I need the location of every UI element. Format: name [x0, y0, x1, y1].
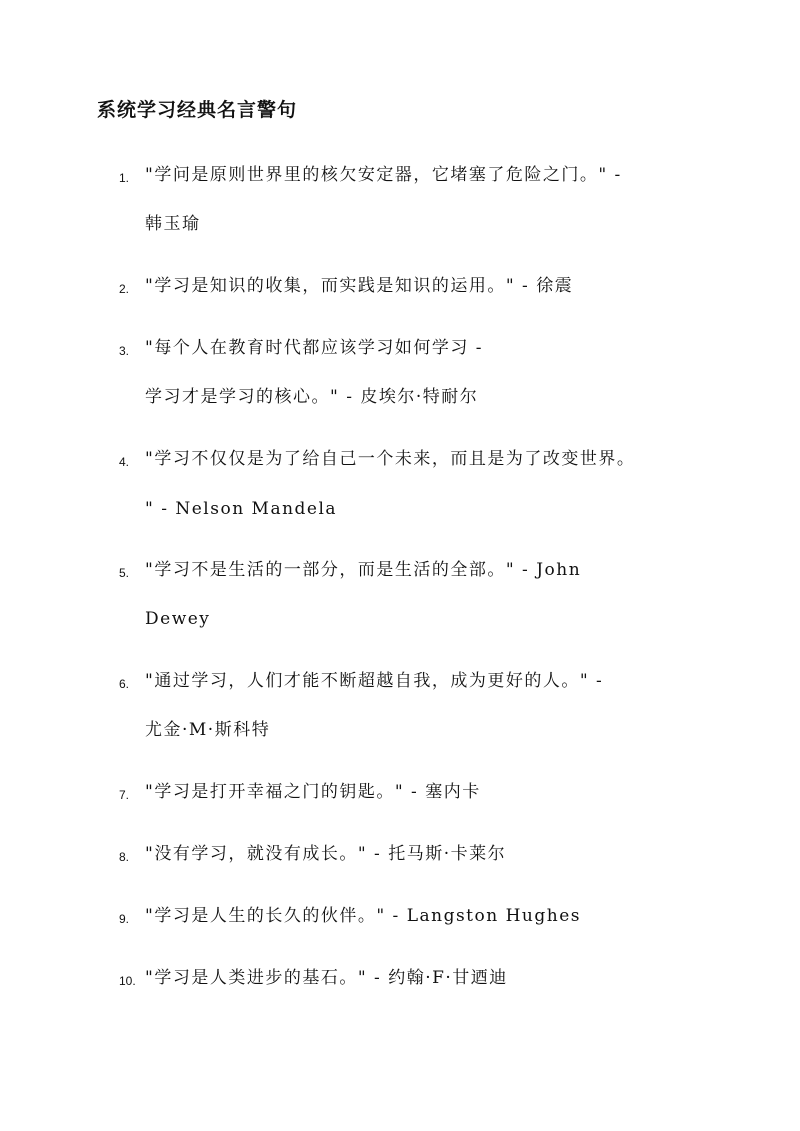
quote-number: 10. [119, 974, 136, 988]
quote-number: 1. [119, 171, 130, 185]
quote-number: 8. [119, 850, 130, 864]
quote-text-line: "通过学习，人们才能不断超越自我，成为更好的人。" - [145, 671, 604, 691]
quote-number: 2. [119, 282, 130, 296]
quote-text-line: "学习不是生活的一部分，而是生活的全部。" - John [145, 560, 582, 580]
document-title: 系统学习经典名言警句 [97, 99, 298, 121]
quote-number: 9. [119, 912, 130, 926]
quote-text-line: 学习才是学习的核心。" - 皮埃尔·特耐尔 [145, 387, 479, 407]
quote-text-line: "学习不仅仅是为了给自己一个未来，而且是为了改变世界。 [145, 449, 636, 469]
quote-text-line: "学问是原则世界里的核欠安定器，它堵塞了危险之门。" - [145, 165, 622, 185]
quote-number: 5. [119, 566, 130, 580]
quote-text-line: "学习是打开幸福之门的钥匙。" - 塞内卡 [145, 782, 481, 802]
quote-text-line: "学习是人生的长久的伙伴。" - Langston Hughes [145, 906, 581, 926]
quote-number: 6. [119, 677, 130, 691]
quote-text-line: "每个人在教育时代都应该学习如何学习 - [145, 338, 483, 358]
quote-text-line: 韩玉瑜 [145, 214, 201, 234]
quote-text-line: 尤金·M·斯科特 [145, 720, 271, 740]
quote-text-line: " - Nelson Mandela [145, 499, 338, 519]
quote-number: 3. [119, 344, 130, 358]
quote-text-line: "没有学习，就没有成长。" - 托马斯·卡莱尔 [145, 844, 507, 864]
quote-number: 7. [119, 788, 130, 802]
quote-text-line: "学习是知识的收集，而实践是知识的运用。" - 徐震 [145, 276, 574, 296]
quote-number: 4. [119, 455, 130, 469]
quote-text-line: "学习是人类进步的基石。" - 约翰·F·甘迺迪 [145, 968, 508, 988]
quote-text-line: Dewey [145, 609, 211, 629]
